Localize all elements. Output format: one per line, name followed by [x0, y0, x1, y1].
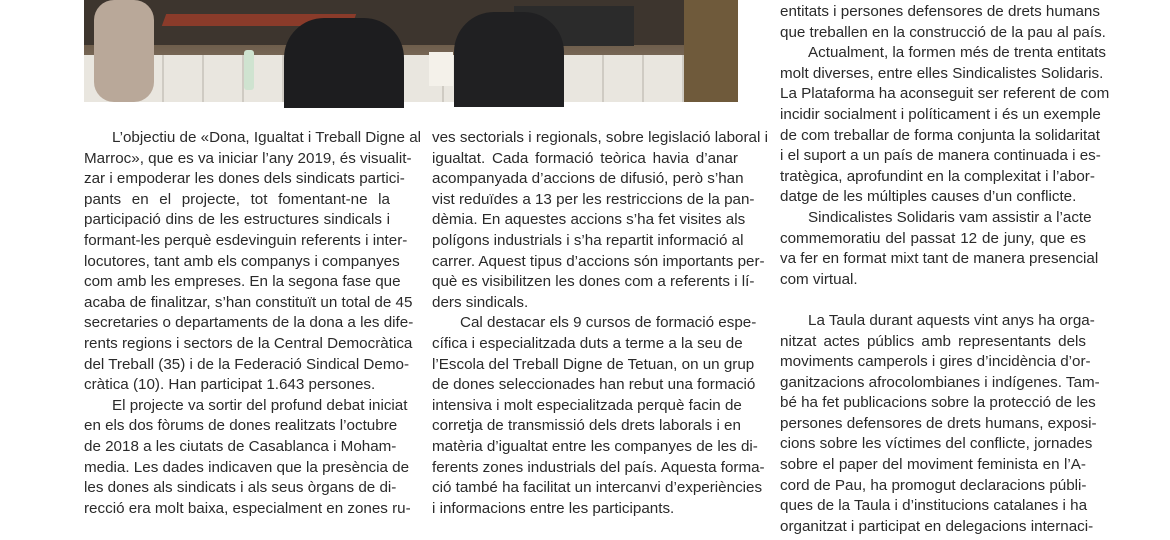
text-line: datge de les múltiples causes d’un conflicte. — [780, 188, 1077, 206]
photo-paper — [429, 52, 453, 86]
text-line: intensiva i molt especialitzada perquè facin de — [432, 396, 742, 414]
text-line: carrer. Aquest tipus d’accions són importants per- — [432, 252, 765, 270]
text-line: tratègica, aprofundint en la complexitat i l’abor- — [780, 167, 1095, 185]
text-line: molt diverses, entre elles Sindicalistes Solidaris. — [780, 64, 1104, 82]
text-line: cions sobre les víctimes del conflicte, jornades — [780, 435, 1093, 453]
text-line: ferents zones industrials del país. Aquesta forma- — [432, 458, 765, 476]
text-line: secretaries o departaments de la dona a les dife- — [84, 314, 414, 332]
text-line: ders sindicals. — [432, 293, 529, 311]
text-line: ganitzacions afrocolombianes i indígenes. Tam- — [780, 373, 1100, 391]
text-line: L’objectiu de «Dona, Igualtat i Treball Digne al — [112, 129, 422, 146]
text-line: Marroc», que es va iniciar l’any 2019, és visualit- — [84, 149, 412, 167]
text-column-2 — [432, 128, 768, 519]
photo-person — [94, 0, 154, 102]
text-line: entitats i persones defensores de drets humans — [780, 3, 1100, 20]
text-line: Actualment, la formen més de trenta entitats — [808, 44, 1106, 62]
text-line: del Treball (35) i de la Federació Sindical Demo- — [84, 355, 409, 373]
text-line: acaba de finalitzar, s’han constituït un total de 45 — [84, 293, 413, 311]
text-line: sobre el paper del moviment feminista en l’A- — [780, 456, 1086, 474]
text-line: què es visibilitzen les dones com a referents i lí- — [432, 273, 755, 291]
photo-person — [684, 0, 738, 102]
text-line: rents regions i sectors de la Central Democràtica — [84, 334, 413, 352]
text-line: Cal destacar els 9 cursos de formació espe- — [460, 314, 757, 332]
text-line: l’Escola del Treball Digne de Tetuan, on un grup — [432, 355, 755, 373]
text-line: recció era molt baixa, especialment en zones ru- — [84, 499, 411, 517]
text-line: les dones als sindicats i als seus òrgans de di- — [84, 479, 397, 497]
photo-person — [284, 18, 404, 108]
photo-person — [454, 12, 564, 107]
text-line: persones defensores de drets humans, exposi- — [780, 414, 1097, 432]
text-line: ves sectorials i regionals, sobre legislació laboral i — [432, 129, 768, 146]
text-column-3 — [780, 2, 1110, 537]
text-line: organitzat i participat en delegacions internaci- — [780, 517, 1094, 535]
text-line: en els dos fòrums de dones realitzats l’octubre — [84, 417, 398, 435]
text-line: Sindicalistes Solidaris vam assistir a l’acte — [808, 208, 1092, 226]
text-line: El projecte va sortir del profund debat iniciat — [112, 396, 408, 414]
text-line: acompanyada d’accions de difusió, però s’han — [432, 170, 744, 188]
text-line: moviments camperols i gires d’incidència d’or- — [780, 353, 1091, 371]
text-line: que treballen en la construcció de la pau al país. — [780, 23, 1106, 41]
text-line: formant-les perquè esdevinguin referents i inter- — [84, 231, 408, 249]
photo-bottle — [244, 50, 254, 90]
article-photo — [84, 0, 738, 102]
text-line: i el suport a un país de manera continuada i es- — [780, 147, 1101, 165]
text-line: ques de la Taula i d’institucions catalanes i ha — [780, 497, 1088, 515]
text-line: cord de Pau, ha promogut declaracions públi- — [780, 476, 1087, 494]
text-line: va fer en format mixt tant de manera presencial — [780, 250, 1099, 268]
photo-floor — [84, 55, 738, 102]
text-line: vist reduïdes a 13 per les restriccions de la pan- — [432, 190, 755, 208]
text-line: corretja de transmissió dels drets laborals i en — [432, 417, 741, 435]
text-line: La Plataforma ha aconseguit ser referent de com — [780, 85, 1110, 103]
text-line: de 2018 a les ciutats de Casablanca i Moham- — [84, 437, 397, 455]
text-line: media. Les dades indicaven que la presència de — [84, 458, 410, 476]
text-line: dèmia. En aquestes accions s’ha fet visites als — [432, 211, 746, 229]
text-line: com virtual. — [780, 270, 858, 288]
text-line: igualtat. Cada formació teòrica havia d’anar — [432, 149, 738, 167]
text-line: cífica i especialitzada duts a terme a la seu de — [432, 334, 743, 352]
text-line: commemoratiu del passat 12 de juny, que es — [780, 229, 1086, 247]
text-line: La Taula durant aquests vint anys ha orga- — [808, 311, 1095, 329]
text-line: pants en el projecte, tot fomentant-ne la — [84, 190, 390, 208]
text-line: matèria d’igualtat entre les companyes de les di- — [432, 437, 758, 455]
text-line: com amb les empreses. En la segona fase que — [84, 273, 401, 291]
text-line: nitzat actes públics amb representants dels — [780, 332, 1086, 350]
text-line: de com treballar de forma conjunta la solidaritat — [780, 126, 1100, 144]
text-line: bé ha fet publicacions sobre la protecció de les — [780, 394, 1096, 412]
text-line: i informacions entre les participants. — [432, 499, 675, 517]
text-line: participació dins de les estructures sindicals i — [84, 211, 390, 229]
text-line — [780, 290, 1086, 311]
text-line: incidir socialment i políticament i és un exemple — [780, 105, 1101, 123]
text-line: polígons industrials i s’ha repartit informació al — [432, 231, 744, 249]
text-line: zar i empoderar les dones dels sindicats partici- — [84, 170, 405, 188]
text-line: de dones seleccionades han rebut una formació — [432, 376, 756, 394]
text-line: cràtica (10). Han participat 1.643 persones. — [84, 376, 376, 394]
text-column-1 — [84, 128, 422, 519]
text-line: ció també ha facilitat un intercanvi d’experiències — [432, 479, 763, 497]
text-line: locutores, tant amb els companys i companyes — [84, 252, 400, 270]
